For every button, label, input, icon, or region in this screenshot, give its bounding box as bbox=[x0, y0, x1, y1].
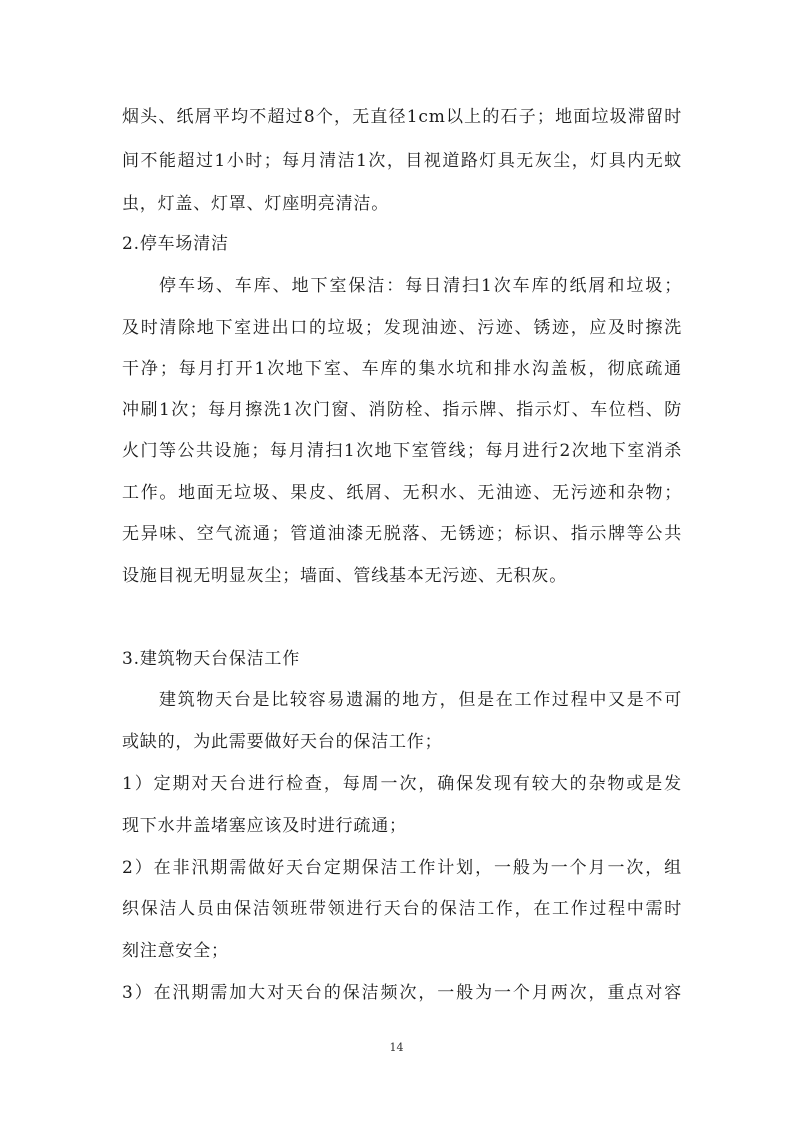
list-item-line: 现下水井盖堵塞应该及时进行疏通； bbox=[122, 816, 407, 836]
body-text-line: 或缺的，为此需要做好天台的保洁工作； bbox=[122, 732, 443, 752]
body-text-line: 停车场、车库、地下室保洁：每日清扫1次车库的纸屑和垃圾； bbox=[159, 276, 682, 296]
list-item-line: 2）在非汛期需做好天台定期保洁工作计划，一般为一个月一次，组 bbox=[122, 858, 682, 878]
body-text-line: 虫，灯盖、灯罩、灯座明亮清洁。 bbox=[122, 194, 389, 214]
section-heading: 3.建筑物天台保洁工作 bbox=[122, 649, 301, 669]
body-text-line: 火门等公共设施；每月清扫1次地下室管线；每月进行2次地下室消杀 bbox=[122, 441, 682, 461]
body-text-line: 工作。地面无垃圾、果皮、纸屑、无积水、无油迹、无污迹和杂物； bbox=[122, 483, 682, 503]
body-text-line: 建筑物天台是比较容易遗漏的地方，但是在工作过程中又是不可 bbox=[159, 690, 682, 710]
body-text-line: 及时清除地下室进出口的垃圾；发现油迹、污迹、锈迹，应及时擦洗 bbox=[122, 318, 682, 338]
body-text-line: 冲刷1次；每月擦洗1次门窗、消防栓、指示牌、指示灯、车位档、防 bbox=[122, 400, 682, 420]
list-item-line: 刻注意安全； bbox=[122, 941, 229, 961]
body-text-line: 无异味、空气流通；管道油漆无脱落、无锈迹；标识、指示牌等公共 bbox=[122, 524, 682, 544]
body-text-line: 烟头、纸屑平均不超过8个，无直径1cm以上的石子；地面垃圾滞留时 bbox=[122, 107, 682, 127]
page-number: 14 bbox=[389, 1041, 404, 1054]
body-text-line: 间不能超过1小时；每月清洁1次，目视道路灯具无灰尘，灯具内无蚊 bbox=[122, 151, 682, 171]
section-heading: 2.停车场清洁 bbox=[122, 234, 229, 254]
list-item-line: 织保洁人员由保洁领班带领进行天台的保洁工作，在工作过程中需时 bbox=[122, 899, 682, 919]
list-item-line: 3）在汛期需加大对天台的保洁频次，一般为一个月两次，重点对容 bbox=[122, 983, 682, 1003]
body-text-line: 设施目视无明显灰尘；墙面、管线基本无污迹、无积灰。 bbox=[122, 566, 567, 586]
body-text-line: 干净；每月打开1次地下室、车库的集水坑和排水沟盖板，彻底疏通 bbox=[122, 359, 682, 379]
list-item-line: 1）定期对天台进行检查，每周一次，确保发现有较大的杂物或是发 bbox=[122, 774, 682, 794]
